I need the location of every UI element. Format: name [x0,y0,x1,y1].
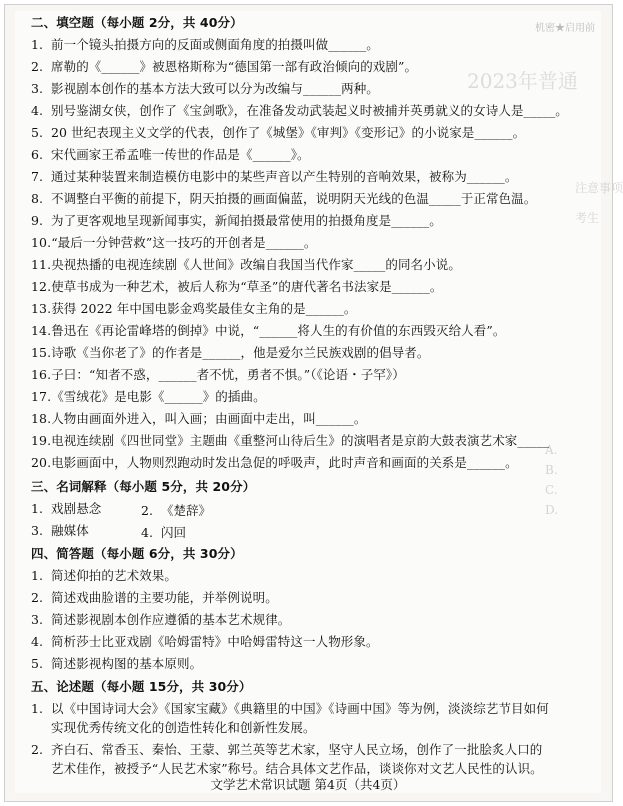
essay-item-cont: 艺术佳作，被授予“人民艺术家”称号。结合具体文艺作品，谈谈你对文艺人民性的认识。 [51,761,543,776]
question-item: 16.子曰：“知者不惑，______者不忧，勇者不惧。”（《论语・子罕》） [31,367,405,382]
ghost-line: 注意事项 [575,181,623,195]
exam-paper [15,11,623,793]
question-item: 9. 为了更客观地呈现新闻事实，新闻拍摄最常使用的拍摄角度是______。 [31,213,442,228]
short-answer-item: 3. 简述影视剧本创作应遵循的基本艺术规律。 [31,612,291,627]
ghost-line: D. [545,503,559,517]
section-header-fill: 二、填空题（每小题 2分，共 40分） [31,15,243,30]
short-answer-item: 5. 简述影视构图的基本原则。 [31,656,203,671]
essay-item: 1. 以《中国诗词大会》《国家宝藏》《典籍里的中国》《诗画中国》等为例，淡淡综艺节目如何 [31,701,549,716]
question-item: 13.获得 2022 年中国电影金鸡奖最佳女主角的是______。 [31,301,357,316]
corner-stamp: 机密★启用前 [535,23,595,34]
term-item: 2. 《楚辞》 [141,503,212,518]
question-item: 18.人物由画面外进入，叫入画；由画面中走出，叫______。 [31,411,367,426]
question-item: 5. 20 世纪表现主义文学的代表，创作了《城堡》《审判》《变形记》的小说家是______。 [31,125,526,140]
ghost-line: B. [545,463,558,477]
short-answer-item: 4. 简析莎士比亚戏剧《哈姆雷特》中哈姆雷特这一人物形象。 [31,634,379,649]
short-answer-item: 1. 简述仰拍的艺术效果。 [31,568,178,583]
question-item: 14.鲁迅在《再论雷峰塔的倒掉》中说，“______将人生的有价值的东西毁灭给人看”。 [31,323,506,338]
term-item: 4. 闪回 [141,525,187,540]
ghost-line: A. [545,443,558,457]
question-item: 3. 影视剧本创作的基本方法大致可以分为改编与______两种。 [31,81,379,96]
question-item: 4. 别号鉴湖女侠，创作了《宝剑歌》，在准备发动武装起义时被捕并英勇就义的女诗人是_____。 [31,103,568,118]
section-header-essay: 五、论述题（每小题 15分，共 30分） [31,679,252,694]
essay-item: 2. 齐白石、常香玉、秦怡、王蒙、郭兰英等艺术家，坚守人民立场，创作了一批脍炙人口的 [31,742,543,757]
question-item: 11.央视热播的电视连续剧《人世间》改编自我国当代作家_____的同名小说。 [31,257,461,272]
term-item: 1. 戏剧悬念 [31,501,102,516]
question-item: 1. 前一个镜头拍摄方向的反面或侧面角度的拍摄叫做______。 [31,37,379,52]
question-item: 15.诗歌《当你老了》的作者是______，他是爱尔兰民族戏剧的倡导者。 [31,345,430,360]
question-item: 7. 通过某种装置来制造模仿电影中的某些声音以产生特别的音响效果，被称为______。 [31,169,518,184]
question-item: 2. 席勒的《______》被恩格斯称为“德国第一部有政治倾向的戏剧”。 [31,59,418,74]
term-item: 3. 融媒体 [31,523,89,538]
essay-item-cont: 实现优秀传统文化的创造性转化和创新性发展。 [51,720,316,735]
ghost-line: C. [545,483,558,497]
scan-frame [4,4,623,802]
question-item: 19.电视连续剧《四世同堂》主题曲《重整河山待后生》的演唱者是京韵大鼓表演艺术家_____ [31,433,550,448]
question-item: 8. 不调整白平衡的前提下，阴天拍摄的画面偏蓝，说明阴天光线的色温_____于正常色温。 [31,191,537,206]
ghost-line: 考生 [575,211,600,225]
short-answer-item: 2. 简述戏曲脸谱的主要功能，并举例说明。 [31,590,278,605]
question-item: 6. 宋代画家王希孟唯一传世的作品是《______》。 [31,147,310,162]
page-footer: 文学艺术常识试题 第4页（共4页） [210,777,406,792]
question-item: 17.《雪绒花》是电影《______》的插曲。 [31,389,266,404]
section-header-terms: 三、名词解释（每小题 5分，共 20分） [31,479,256,494]
question-item: 20.电影画面中，人物则烈跑动时发出急促的呼吸声，此时声音和画面的关系是______。 [31,455,518,470]
question-item: 12.使草书成为一种艺术，被后人称为“草圣”的唐代著名书法家是______。 [31,279,443,294]
section-header-short: 四、简答题（每小题 6分，共 30分） [31,546,243,561]
ghost-year: 2023年普通 [467,69,578,93]
question-item: 10.“最后一分钟营救”这一技巧的开创者是______。 [31,235,317,250]
